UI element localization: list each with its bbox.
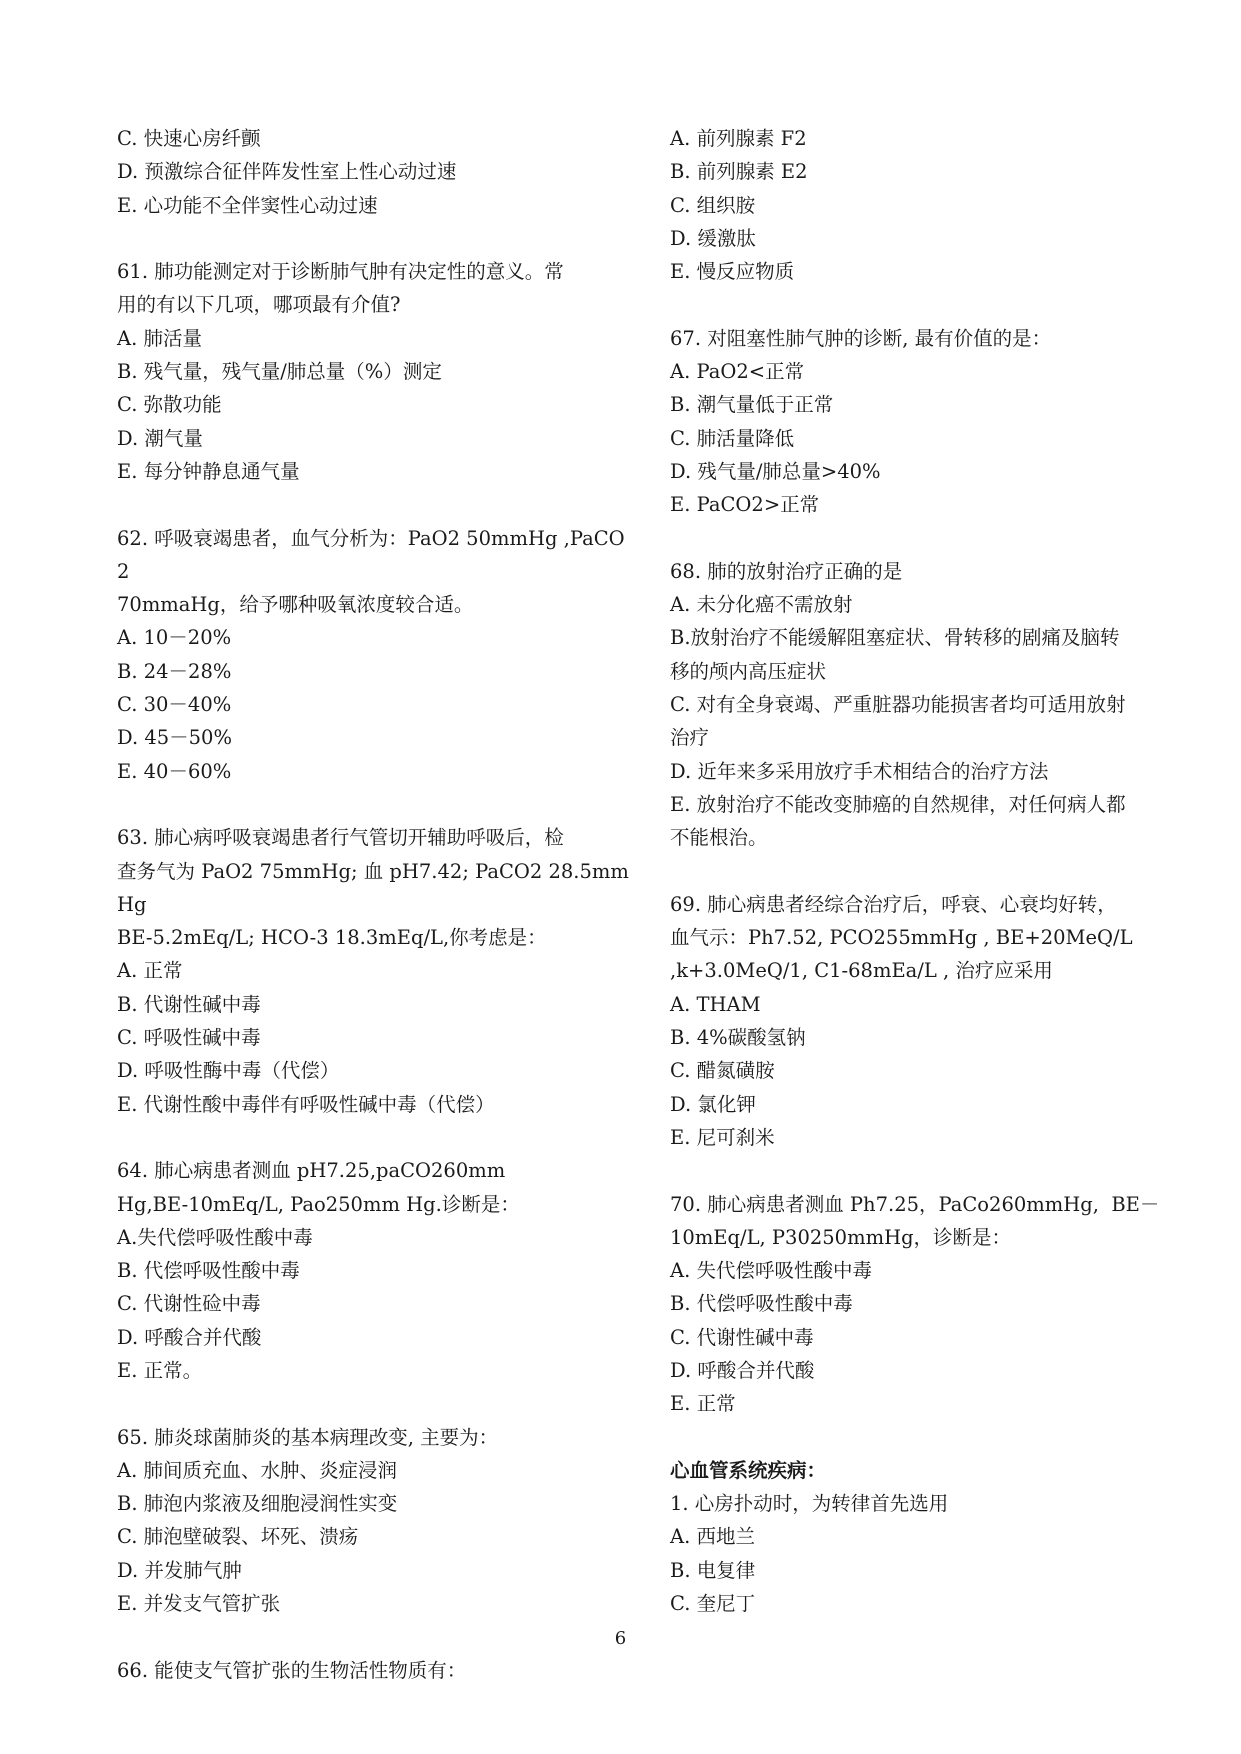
question-block [117, 1654, 632, 1687]
text-line: E. 正常。 [117, 1358, 203, 1382]
text-line: E. 正常 [670, 1392, 736, 1416]
text-line: A. 未分化癌不需放射 [670, 593, 853, 617]
right-column [670, 122, 1190, 1620]
block-gap [670, 1421, 1190, 1454]
text-line: ,k+3.0MeQ/1, C1-68mEa/L , 治疗应采用 [670, 959, 1053, 983]
text-line: D. 呼酸合并代酸 [670, 1358, 815, 1382]
page-number: 6 [614, 1628, 627, 1649]
text-line: 69. 肺心病患者经综合治疗后，呼衰、心衰均好转， [670, 892, 1117, 916]
text-line: B. 电复律 [670, 1558, 756, 1582]
block-gap [670, 288, 1190, 321]
question-block [670, 888, 1190, 1154]
text-line: C. 醋氮磺胺 [670, 1059, 775, 1083]
text-line: A. PaO2<正常 [670, 360, 805, 384]
text-line: B. 肺泡内浆液及细胞浸润性实变 [117, 1492, 398, 1516]
block-gap [670, 1154, 1190, 1187]
text-line: E. 每分钟静息通气量 [117, 459, 300, 483]
text-line: BE-5.2mEq/L; HCO-3 18.3mEq/L,你考虑是： [117, 926, 547, 950]
text-line: E. 40－60% [117, 759, 232, 783]
block-gap [117, 1121, 632, 1154]
text-line: 64. 肺心病患者测血 pH7.25,paCO260mm [117, 1159, 506, 1183]
question-block [117, 122, 632, 222]
text-line: C. 弥散功能 [117, 393, 222, 417]
text-line: E. 心功能不全伴窦性心动过速 [117, 193, 378, 217]
block-gap [117, 488, 632, 521]
text-line: 血气示：Ph7.52, PCO255mmHg , BE+20MeQ/L [670, 926, 1133, 950]
text-line: Hg,BE-10mEq/L, Pao250mm Hg.诊断是： [117, 1192, 520, 1216]
text-line: E. 尼可刹米 [670, 1125, 775, 1149]
text-line: A. 10－20% [117, 626, 232, 650]
block-gap [670, 522, 1190, 555]
text-line: D. 近年来多采用放疗手术相结合的治疗方法 [670, 759, 1049, 783]
text-line: B. 潮气量低于正常 [670, 393, 834, 417]
question-block [670, 1454, 1190, 1620]
text-line: D. 并发肺气肿 [117, 1558, 242, 1582]
text-line: 68. 肺的放射治疗正确的是 [670, 559, 903, 583]
text-line: 70. 肺心病患者测血 Ph7.25，PaCo260mmHg, BE－ [670, 1192, 1160, 1216]
text-line: 1. 心房扑动时，为转律首先选用 [670, 1492, 949, 1516]
text-line: D. 缓激肽 [670, 226, 756, 250]
text-line: 61. 肺功能测定对于诊断肺气肿有决定性的意义。常 [117, 260, 564, 284]
question-block [117, 255, 632, 488]
text-line: C. 肺活量降低 [670, 426, 795, 450]
text-line: D. 潮气量 [117, 426, 203, 450]
text-line: D. 预激综合征伴阵发性室上性心动过速 [117, 160, 457, 184]
text-line: B.放射治疗不能缓解阻塞症状、骨转移的剧痛及脑转 [670, 626, 1120, 650]
text-line: 65. 肺炎球菌肺炎的基本病理改变, 主要为： [117, 1425, 499, 1449]
text-line: B. 代偿呼吸性酸中毒 [117, 1259, 300, 1283]
text-line: A.失代偿呼吸性酸中毒 [117, 1225, 313, 1249]
text-line: 67. 对阻塞性肺气肿的诊断, 最有价值的是： [670, 326, 1052, 350]
text-line: A. 正常 [117, 959, 183, 983]
text-line: B. 4%碳酸氢钠 [670, 1026, 806, 1050]
question-block [670, 122, 1190, 288]
question-block [670, 555, 1190, 855]
text-line: 10mEq/L, P30250mmHg，诊断是： [670, 1225, 1012, 1249]
question-block [670, 1188, 1190, 1421]
text-line: D. 氯化钾 [670, 1092, 756, 1116]
block-gap [117, 788, 632, 821]
text-line: A. 西地兰 [670, 1525, 755, 1549]
block-gap [670, 855, 1190, 888]
text-line: B. 前列腺素 E2 [670, 160, 808, 184]
question-block [117, 821, 632, 1121]
text-line: E. 放射治疗不能改变肺癌的自然规律，对任何病人都 [670, 792, 1126, 816]
block-gap [117, 222, 632, 255]
text-line: E. PaCO2>正常 [670, 493, 820, 517]
text-line: C. 奎尼丁 [670, 1592, 756, 1616]
text-line: B. 代偿呼吸性酸中毒 [670, 1292, 853, 1316]
text-line: B. 24－28% [117, 659, 232, 683]
block-gap [117, 1387, 632, 1420]
text-line: E. 并发支气管扩张 [117, 1592, 281, 1616]
text-line: 用的有以下几项，哪项最有介值? [117, 293, 401, 317]
text-line: B. 代谢性碱中毒 [117, 992, 261, 1016]
section-heading: 心血管系统疾病： [670, 1458, 827, 1482]
question-block [670, 322, 1190, 522]
text-line: E. 慢反应物质 [670, 260, 795, 284]
text-line: C. 快速心房纤颤 [117, 127, 261, 150]
text-line: E. 代谢性酸中毒伴有呼吸性碱中毒（代偿） [117, 1092, 495, 1116]
text-line: 66. 能使支气管扩张的生物活性物质有： [117, 1658, 467, 1682]
text-line: A. THAM [670, 992, 761, 1016]
text-line: 70mmaHg，给予哪种吸氧浓度较合适。 [117, 593, 474, 617]
text-line: C. 组织胺 [670, 193, 756, 217]
question-block [117, 1154, 632, 1387]
text-line: C. 肺泡壁破裂、坏死、溃疡 [117, 1525, 359, 1549]
text-line: C. 对有全身衰竭、严重脏器功能损害者均可适用放射 [670, 693, 1126, 717]
question-block [117, 1421, 632, 1621]
text-line: A. 肺间质充血、水肿、炎症浸润 [117, 1458, 397, 1482]
text-line: C. 代谢性碱中毒 [670, 1325, 814, 1349]
text-line: B. 残气量，残气量/肺总量（%）测定 [117, 360, 442, 384]
text-line: D. 呼吸性酶中毒（代偿） [117, 1059, 340, 1083]
text-line: C. 代谢性硷中毒 [117, 1292, 261, 1316]
text-line: A. 失代偿呼吸性酸中毒 [670, 1259, 872, 1283]
question-block [117, 522, 632, 788]
text-line: C. 30－40% [117, 693, 232, 717]
text-line: D. 45－50% [117, 726, 232, 750]
text-line: A. 肺活量 [117, 326, 202, 350]
text-line: 63. 肺心病呼吸衰竭患者行气管切开辅助呼吸后，检 [117, 826, 564, 850]
left-column [117, 122, 632, 1687]
text-line: 移的颅内高压症状 [670, 659, 827, 683]
text-line: C. 呼吸性碱中毒 [117, 1026, 261, 1050]
text-line: 62. 呼吸衰竭患者，血气分析为：PaO2 50mmHg ,PaCO2 [117, 526, 625, 583]
text-line: D. 残气量/肺总量>40% [670, 459, 881, 483]
text-line: D. 呼酸合并代酸 [117, 1325, 262, 1349]
text-line: 治疗 [670, 726, 710, 750]
text-line: 不能根治。 [670, 826, 768, 850]
text-line: A. 前列腺素 F2 [670, 127, 807, 150]
text-line: 查务气为 PaO2 75mmHg; 血 pH7.42; PaCO2 28.5mmHg [117, 859, 629, 916]
